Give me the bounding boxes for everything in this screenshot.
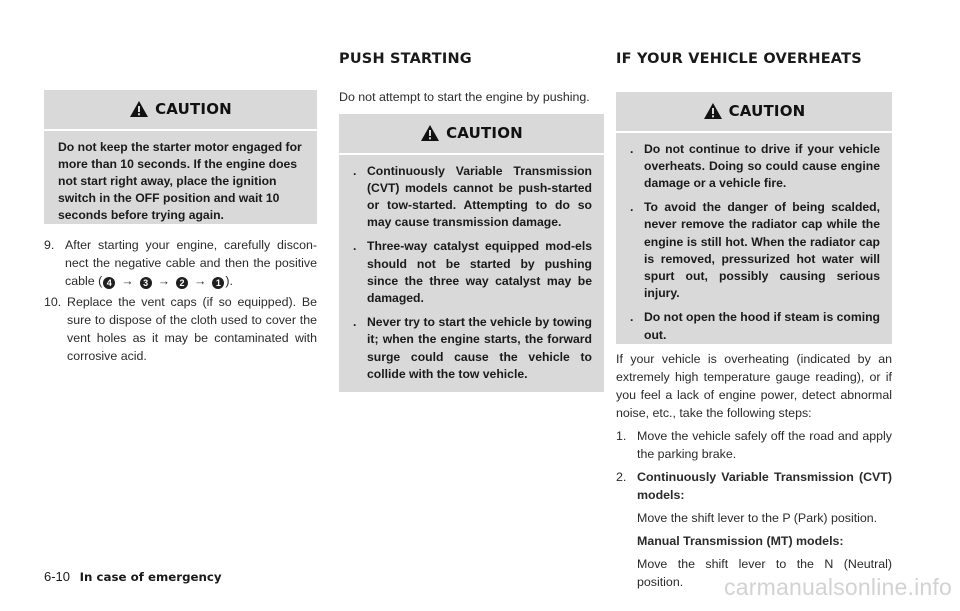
step-number: 1.: [616, 429, 627, 443]
step-2: [616, 468, 892, 591]
warning-triangle-icon: [420, 124, 440, 142]
arrow-right-icon: →: [121, 274, 134, 288]
caution-header: [616, 98, 892, 124]
caution-body: [339, 163, 604, 383]
caution-list: [616, 141, 892, 344]
step-2-cvt-label: Continuously Variable Transmission (CVT) models:: [637, 470, 892, 502]
page-number: 6-10: [44, 569, 71, 584]
step-1: [616, 427, 892, 463]
overheat-caution-box: [616, 92, 892, 344]
overheat-intro: If your vehicle is overheating (indicated by an extremely high temperature gauge reading), or if you feel a lack of engine power, detect abnormal noise, etc., take the following steps:: [616, 352, 892, 420]
section-name: In case of emergency: [79, 570, 222, 584]
list-item: . Never try to start the vehicle by towing it; when the engine starts, the forward surge could cause the vehicle to collide with the tow vehicle.: [353, 315, 592, 381]
step-10-text: Replace the vent caps (if so equipped). Be sure to dispose of the cloth used to cover the vent holes as it may be contaminated with corrosive acid.: [67, 295, 317, 363]
step-number: 9.: [44, 238, 55, 252]
step-10: [44, 293, 317, 365]
caution-body: [616, 141, 892, 344]
push-starting-heading: PUSH STARTING: [339, 51, 472, 67]
step-number: 2.: [616, 470, 627, 484]
push-start-caution-box: [339, 114, 604, 392]
caution-list: [339, 163, 604, 383]
bullet: .: [353, 163, 357, 178]
starter-caution-text: Do not keep the starter motor engaged for more than 10 seconds. If the engine does not start right away, place the ignition switch in the OFF position and wait 10 seconds before trying again.: [58, 139, 302, 223]
push-starting-intro: Do not attempt to start the engine by pushing.: [339, 90, 590, 104]
terminal-badge-3: 3: [140, 277, 152, 289]
step-2-mt-label: Manual Transmission (MT) models:: [637, 534, 844, 548]
caution-title: CAUTION: [155, 100, 232, 118]
step-9-end: ).: [225, 274, 233, 288]
caution-divider: [44, 129, 317, 131]
list-item: . Continuously Variable Transmission (CVT) models cannot be push-started or tow-started. Attempting to do so may cause transmission damage.: [353, 163, 592, 230]
list-item: . Three-way catalyst equipped mod-els should not be started by pushing since the three way catalyst may be damaged.: [353, 239, 592, 305]
terminal-badge-4: 4: [103, 277, 115, 289]
overheats-heading: IF YOUR VEHICLE OVERHEATS: [616, 51, 862, 67]
step-9: [44, 236, 317, 290]
warning-triangle-icon: [129, 100, 149, 118]
step-1-text: Move the vehicle safely off the road and apply the parking brake.: [637, 429, 892, 461]
list-item: . Do not open the hood if steam is coming out.: [630, 310, 880, 342]
bullet: .: [630, 200, 634, 215]
starter-caution-box: [44, 90, 317, 224]
bullet: .: [353, 239, 357, 254]
arrow-right-icon: →: [193, 274, 207, 288]
caution-title: CAUTION: [446, 124, 523, 142]
caution-title: CAUTION: [728, 102, 806, 120]
step-2-mt-text: Move the shift lever to the N (Neutral) position.: [637, 557, 892, 589]
step-9-text: After starting your engine, carefully discon-nect the negative cable and then the positive cable (: [65, 238, 317, 288]
step-number: 10.: [44, 295, 62, 309]
watermark-text: carmanualsonline.info: [724, 574, 952, 600]
caution-divider: [616, 131, 892, 133]
list-item: . Do not continue to drive if your vehicle overheats. Doing so could cause engine damage or a vehicle fire.: [630, 141, 880, 190]
warning-triangle-icon: [703, 102, 723, 120]
terminal-badge-2: 2: [176, 277, 188, 289]
bullet: .: [630, 141, 634, 156]
step-2-cvt-text: Move the shift lever to the P (Park) position.: [637, 511, 878, 525]
caution-divider: [339, 153, 604, 155]
caution-header: [339, 120, 604, 146]
bullet: .: [630, 310, 634, 325]
battery-steps: [44, 236, 317, 365]
list-item: . To avoid the danger of being scalded, never remove the radiator cap while the engine is still hot. When the radiator cap is removed, pressurized hot water will spurt out, possibly causing serious injury.: [630, 200, 880, 301]
page-footer: [44, 568, 222, 586]
caution-body: [44, 139, 317, 225]
arrow-right-icon: →: [157, 274, 170, 288]
overheat-instructions: [616, 350, 892, 591]
terminal-badge-1: 1: [212, 277, 224, 289]
caution-header: [44, 96, 317, 122]
bullet: .: [353, 315, 357, 330]
